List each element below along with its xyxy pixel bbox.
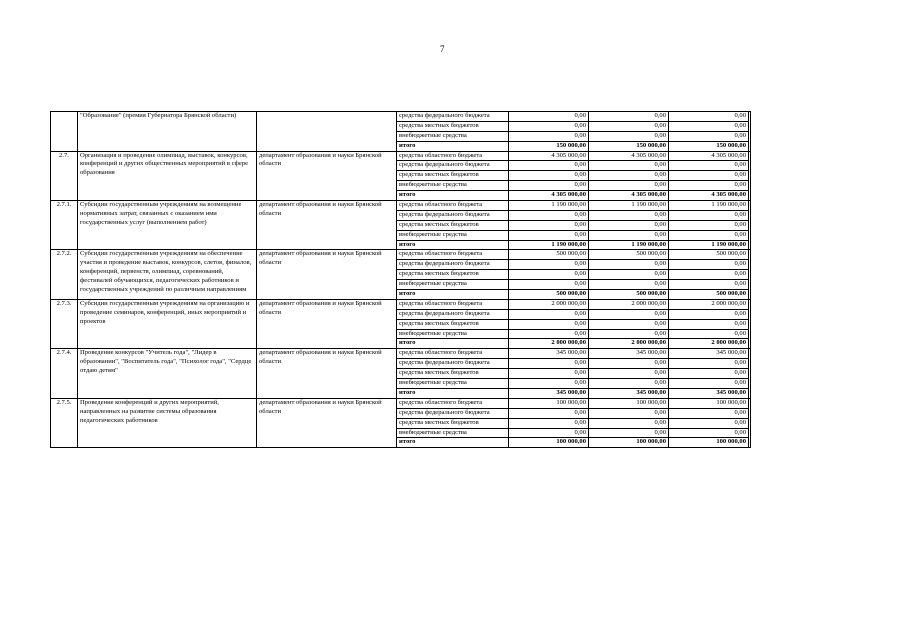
item-name-cell: Проведение конференций и других мероприятий, направленных на развитие системы образования педагогических работников	[78, 398, 257, 447]
value-cell: 0,00	[589, 260, 669, 270]
value-cell: 0,00	[669, 112, 749, 122]
trailing-cell	[749, 201, 751, 250]
value-cell: 500 000,00	[589, 250, 669, 260]
value-cell: 0,00	[509, 408, 589, 418]
executor-cell: департамент образования и науки Брянской области	[257, 398, 397, 447]
source-label: средства федерального бюджета	[397, 408, 509, 418]
value-cell: 150 000,00	[589, 141, 669, 151]
value-cell: 345 000,00	[589, 349, 669, 359]
value-cell: 0,00	[589, 220, 669, 230]
trailing-cell	[749, 112, 751, 152]
item-number-cell	[51, 112, 78, 152]
value-cell: 0,00	[509, 161, 589, 171]
value-cell: 0,00	[589, 270, 669, 280]
source-label: средства федерального бюджета	[397, 359, 509, 369]
source-label: средства федерального бюджета	[397, 309, 509, 319]
item-name-cell: Проведение конкурсов "Учитель года", "Лидер в образовании", "Воспитатель года", "Психолог года", "Сердце отдаю детям"	[78, 349, 257, 398]
value-cell: 0,00	[509, 230, 589, 240]
source-label: средства областного бюджета	[397, 398, 509, 408]
item-number-cell: 2.7.1.	[51, 201, 78, 250]
item-number-cell: 2.7.2.	[51, 250, 78, 299]
value-cell: 1 190 000,00	[669, 201, 749, 211]
source-label: средства областного бюджета	[397, 349, 509, 359]
value-cell: 0,00	[509, 428, 589, 438]
value-cell: 100 000,00	[669, 438, 749, 448]
source-label: итого	[397, 438, 509, 448]
value-cell: 0,00	[669, 418, 749, 428]
source-label: средства областного бюджета	[397, 250, 509, 260]
value-cell: 4 305 000,00	[669, 191, 749, 201]
source-label: внебюджетные средства	[397, 230, 509, 240]
value-cell: 0,00	[669, 171, 749, 181]
source-label: средства местных бюджетов	[397, 121, 509, 131]
value-cell: 0,00	[589, 418, 669, 428]
source-label: средства областного бюджета	[397, 151, 509, 161]
value-cell: 0,00	[669, 181, 749, 191]
source-label: внебюджетные средства	[397, 379, 509, 389]
source-label: внебюджетные средства	[397, 131, 509, 141]
value-cell: 0,00	[509, 280, 589, 290]
value-cell: 4 305 000,00	[509, 151, 589, 161]
value-cell: 0,00	[589, 280, 669, 290]
value-cell: 1 190 000,00	[509, 201, 589, 211]
value-cell: 100 000,00	[589, 398, 669, 408]
trailing-cell	[749, 398, 751, 447]
value-cell: 0,00	[509, 359, 589, 369]
item-number-cell: 2.7.5.	[51, 398, 78, 447]
source-label: средства федерального бюджета	[397, 210, 509, 220]
value-cell: 2 000 000,00	[509, 339, 589, 349]
value-cell: 345 000,00	[509, 349, 589, 359]
value-cell: 0,00	[589, 408, 669, 418]
source-label: средства местных бюджетов	[397, 418, 509, 428]
executor-cell: департамент образования и науки Брянской области	[257, 349, 397, 398]
item-number-cell: 2.7.	[51, 151, 78, 200]
value-cell: 0,00	[589, 379, 669, 389]
value-cell: 345 000,00	[509, 388, 589, 398]
value-cell: 0,00	[669, 408, 749, 418]
item-name-cell: Организация и проведение олимпиад, выставок, конкурсов, конференций и других общественных мероприятий в сфере образования	[78, 151, 257, 200]
value-cell: 345 000,00	[589, 388, 669, 398]
value-cell: 0,00	[509, 121, 589, 131]
executor-cell: департамент образования и науки Брянской области	[257, 151, 397, 200]
value-cell: 0,00	[509, 329, 589, 339]
source-label: внебюджетные средства	[397, 181, 509, 191]
value-cell: 0,00	[669, 161, 749, 171]
value-cell: 0,00	[589, 230, 669, 240]
value-cell: 0,00	[589, 309, 669, 319]
item-number-cell: 2.7.4.	[51, 349, 78, 398]
value-cell: 0,00	[589, 319, 669, 329]
value-cell: 0,00	[589, 181, 669, 191]
trailing-cell	[749, 299, 751, 348]
value-cell: 0,00	[589, 121, 669, 131]
trailing-cell	[749, 349, 751, 398]
value-cell: 500 000,00	[589, 290, 669, 300]
value-cell: 0,00	[509, 260, 589, 270]
trailing-cell	[749, 151, 751, 200]
table-row	[51, 151, 751, 161]
item-name-cell: Субсидии государственным учреждениям на возмещение нормативных затрат, связанных с оказанием ими государственных услуг (выполнением работ)	[78, 201, 257, 250]
value-cell: 1 190 000,00	[509, 240, 589, 250]
executor-cell: департамент образования и науки Брянской области	[257, 250, 397, 299]
table-row	[51, 250, 751, 260]
value-cell: 0,00	[589, 112, 669, 122]
source-label: итого	[397, 290, 509, 300]
value-cell: 0,00	[669, 270, 749, 280]
value-cell: 100 000,00	[509, 398, 589, 408]
value-cell: 0,00	[669, 131, 749, 141]
value-cell: 0,00	[509, 309, 589, 319]
value-cell: 0,00	[669, 428, 749, 438]
value-cell: 0,00	[589, 161, 669, 171]
value-cell: 0,00	[669, 369, 749, 379]
value-cell: 4 305 000,00	[669, 151, 749, 161]
source-label: средства областного бюджета	[397, 299, 509, 309]
value-cell: 0,00	[669, 309, 749, 319]
value-cell: 0,00	[589, 171, 669, 181]
item-name-cell: Субсидии государственным учреждениям на организацию и проведение семинаров, конференций, иных мероприятий и проектов	[78, 299, 257, 348]
source-label: средства местных бюджетов	[397, 270, 509, 280]
page-number: 7	[440, 44, 445, 54]
value-cell: 1 190 000,00	[669, 240, 749, 250]
table-row	[51, 349, 751, 359]
source-label: средства местных бюджетов	[397, 220, 509, 230]
value-cell: 0,00	[669, 379, 749, 389]
value-cell: 2 000 000,00	[589, 299, 669, 309]
value-cell: 0,00	[669, 280, 749, 290]
table-row	[51, 112, 751, 122]
source-label: итого	[397, 240, 509, 250]
item-name-cell: Субсидии государственным учреждениям на обеспечение участия и проведение выставок, конкурсов, слетов, финалов, конференций, первенств, олимпиад, соревнований, фестивалей обучающихся, педагогических работников и государственных учреждений по различным направлениям	[78, 250, 257, 299]
value-cell: 4 305 000,00	[589, 191, 669, 201]
value-cell: 0,00	[509, 369, 589, 379]
value-cell: 0,00	[509, 220, 589, 230]
value-cell: 0,00	[509, 319, 589, 329]
value-cell: 4 305 000,00	[589, 151, 669, 161]
value-cell: 4 305 000,00	[509, 191, 589, 201]
value-cell: 0,00	[669, 359, 749, 369]
value-cell: 0,00	[669, 220, 749, 230]
source-label: внебюджетные средства	[397, 280, 509, 290]
value-cell: 0,00	[509, 171, 589, 181]
value-cell: 0,00	[589, 329, 669, 339]
budget-table	[50, 111, 751, 448]
value-cell: 2 000 000,00	[669, 339, 749, 349]
item-number-cell: 2.7.3.	[51, 299, 78, 348]
item-name-cell: "Образование" (премия Губернатора Брянской области)	[78, 112, 257, 152]
value-cell: 0,00	[669, 319, 749, 329]
value-cell: 100 000,00	[589, 438, 669, 448]
source-label: средства местных бюджетов	[397, 369, 509, 379]
value-cell: 0,00	[509, 418, 589, 428]
source-label: средства федерального бюджета	[397, 260, 509, 270]
value-cell: 0,00	[669, 260, 749, 270]
value-cell: 0,00	[669, 121, 749, 131]
value-cell: 0,00	[669, 210, 749, 220]
value-cell: 500 000,00	[509, 250, 589, 260]
source-label: итого	[397, 141, 509, 151]
value-cell: 500 000,00	[669, 250, 749, 260]
value-cell: 0,00	[509, 210, 589, 220]
value-cell: 0,00	[669, 329, 749, 339]
value-cell: 0,00	[669, 230, 749, 240]
source-label: средства местных бюджетов	[397, 171, 509, 181]
source-label: средства федерального бюджета	[397, 161, 509, 171]
value-cell: 0,00	[589, 369, 669, 379]
executor-cell	[257, 112, 397, 152]
source-label: итого	[397, 191, 509, 201]
table-row	[51, 398, 751, 408]
value-cell: 0,00	[509, 270, 589, 280]
value-cell: 2 000 000,00	[669, 299, 749, 309]
value-cell: 150 000,00	[669, 141, 749, 151]
value-cell: 0,00	[509, 379, 589, 389]
source-label: итого	[397, 388, 509, 398]
value-cell: 1 190 000,00	[589, 240, 669, 250]
value-cell: 100 000,00	[669, 398, 749, 408]
executor-cell: департамент образования и науки Брянской области	[257, 201, 397, 250]
source-label: средства местных бюджетов	[397, 319, 509, 329]
source-label: средства федерального бюджета	[397, 112, 509, 122]
value-cell: 0,00	[509, 112, 589, 122]
table-row	[51, 299, 751, 309]
source-label: внебюджетные средства	[397, 428, 509, 438]
value-cell: 345 000,00	[669, 349, 749, 359]
value-cell: 345 000,00	[669, 388, 749, 398]
value-cell: 500 000,00	[669, 290, 749, 300]
source-label: средства областного бюджета	[397, 201, 509, 211]
value-cell: 100 000,00	[509, 438, 589, 448]
value-cell: 500 000,00	[509, 290, 589, 300]
value-cell: 2 000 000,00	[589, 339, 669, 349]
source-label: итого	[397, 339, 509, 349]
value-cell: 2 000 000,00	[509, 299, 589, 309]
source-label: внебюджетные средства	[397, 329, 509, 339]
value-cell: 0,00	[589, 359, 669, 369]
table-row	[51, 201, 751, 211]
value-cell: 0,00	[509, 181, 589, 191]
executor-cell: департамент образования и науки Брянской области	[257, 299, 397, 348]
value-cell: 0,00	[509, 131, 589, 141]
value-cell: 0,00	[589, 428, 669, 438]
trailing-cell	[749, 250, 751, 299]
value-cell: 0,00	[589, 131, 669, 141]
value-cell: 0,00	[589, 210, 669, 220]
value-cell: 1 190 000,00	[589, 201, 669, 211]
value-cell: 150 000,00	[509, 141, 589, 151]
